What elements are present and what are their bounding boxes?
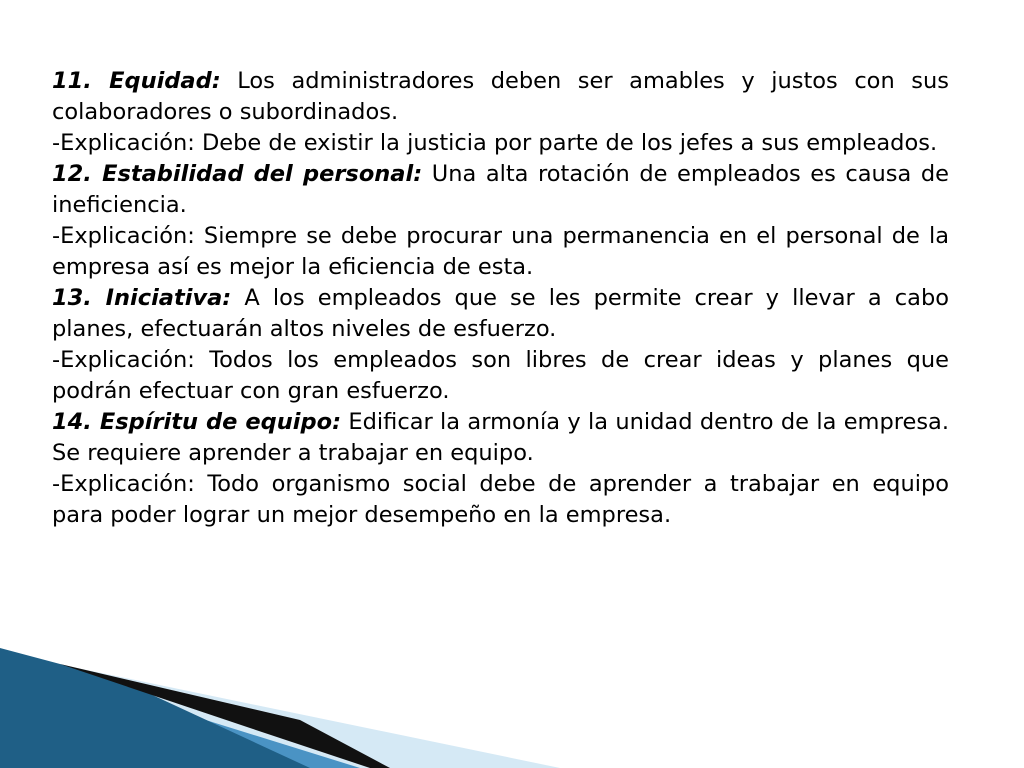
explanation-paragraph: [52, 469, 949, 531]
swoosh-light-band: [0, 652, 560, 768]
principle-paragraph: [52, 407, 949, 469]
principle-term: 13. Iniciativa:: [52, 285, 232, 311]
principle-paragraph: [52, 283, 949, 345]
principle-paragraph: [52, 66, 949, 128]
principle-text: Una alta rotación de empleados es causa de ineficiencia.: [52, 161, 949, 218]
slide-body-text: [52, 66, 949, 531]
principle-text: A los empleados que se les permite crear y llevar a cabo planes, efectuarán altos niveles de esfuerzo.: [52, 285, 949, 342]
principle-term: 14. Espíritu de equipo:: [52, 409, 342, 435]
principle-text: Edificar la armonía y la unidad dentro de la empresa. Se requiere aprender a trabajar en equipo.: [52, 409, 950, 466]
explanation-paragraph: [52, 345, 949, 407]
explanation-text: -Explicación: Siempre se debe procurar una permanencia en el personal de la empresa así es mejor la eficiencia de esta.: [52, 223, 949, 280]
swoosh-dark-band: [0, 648, 310, 768]
principle-term: 12. Estabilidad del personal:: [52, 161, 423, 187]
swoosh-mid-band: [0, 656, 360, 768]
explanation-paragraph: [52, 221, 949, 283]
explanation-text: -Explicación: Todo organismo social debe de aprender a trabajar en equipo para poder lograr un mejor desempeño en la empresa.: [52, 471, 949, 528]
principle-paragraph: [52, 159, 949, 221]
explanation-paragraph: [52, 128, 949, 159]
explanation-text: -Explicación: Debe de existir la justicia por parte de los jefes a sus empleados.: [52, 130, 938, 156]
principle-term: 11. Equidad:: [52, 68, 221, 94]
explanation-text: -Explicación: Todos los empleados son libres de crear ideas y planes que podrán efectuar con gran esfuerzo.: [52, 347, 949, 404]
principle-text: Los administradores deben ser amables y justos con sus colaboradores o subordinados.: [52, 68, 949, 125]
swoosh-black-stroke: [60, 664, 390, 768]
